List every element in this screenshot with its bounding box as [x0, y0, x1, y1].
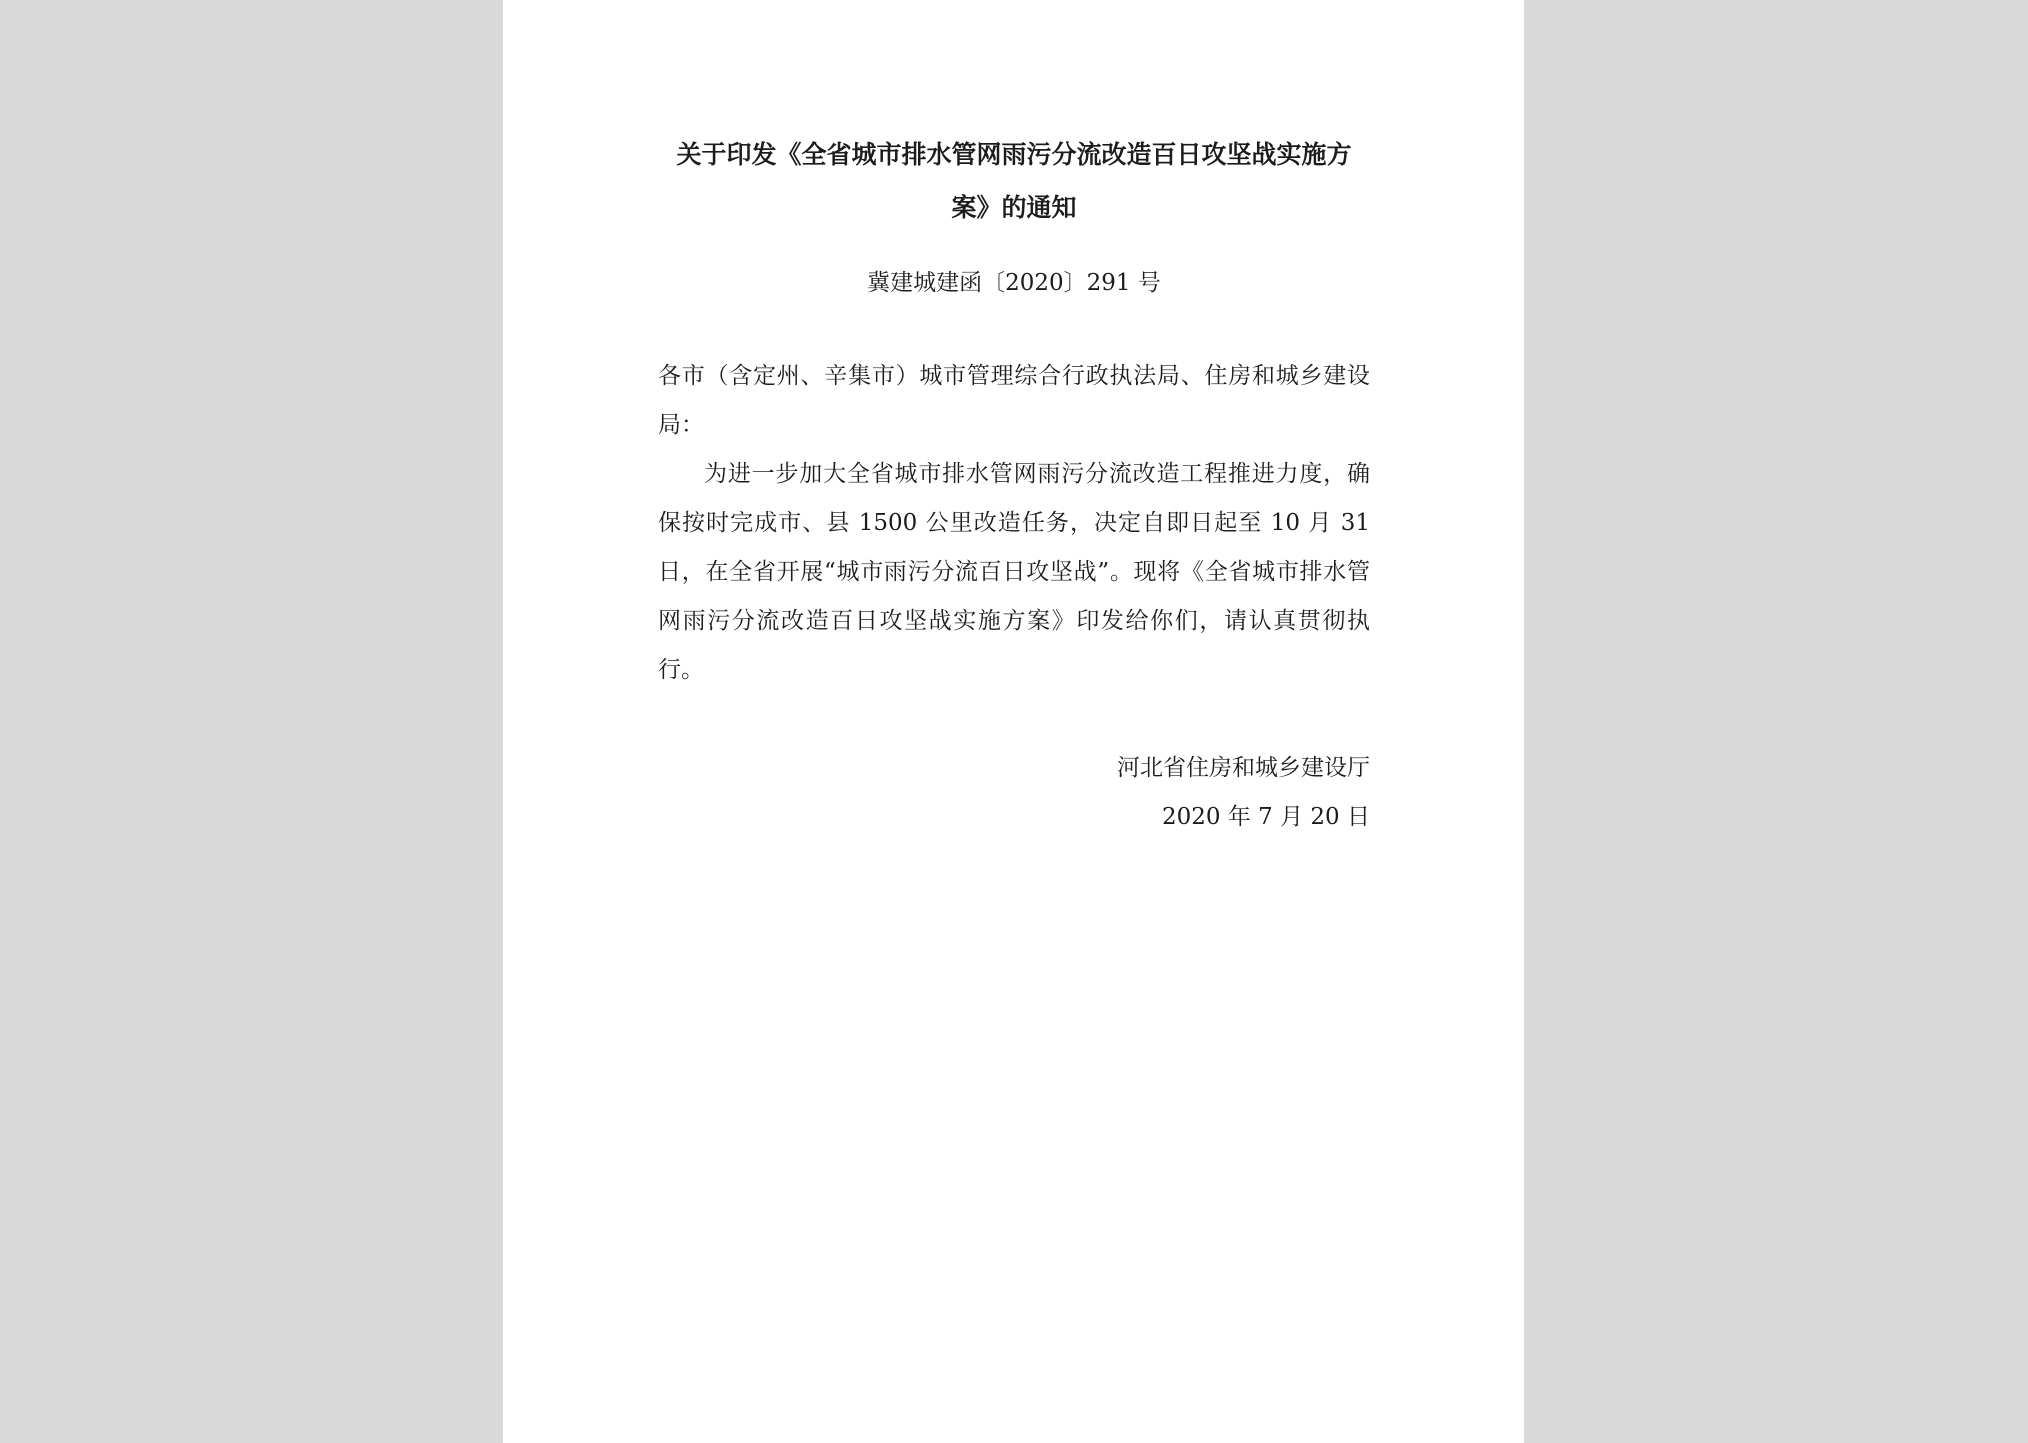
- document-title: 关于印发《全省城市排水管网雨污分流改造百日攻坚战实施方案》的通知: [676, 140, 1352, 222]
- signature-block: [658, 744, 1370, 842]
- issue-date: 2020 年 7 月 20 日: [1162, 804, 1370, 830]
- document-content: [658, 128, 1370, 842]
- issuer-name: 河北省住房和城乡建设厅: [1117, 755, 1370, 781]
- body-paragraph: 为进一步加大全省城市排水管网雨污分流改造工程推进力度，确保按时完成市、县 1500 公里改造任务，决定自即日起至 10 月 31 日，在全省开展“城市雨污分流百日攻坚战”。现将《全省城市排水管网雨污分流改造百日攻坚战实施方案》印发给你们，请认真贯彻执行。: [658, 461, 1370, 683]
- addressee-line: 各市（含定州、辛集市）城市管理综合行政执法局、住房和城乡建设局：: [658, 363, 1370, 438]
- document-number: 冀建城建函〔2020〕291 号: [867, 270, 1161, 296]
- document-page: [503, 0, 1524, 1443]
